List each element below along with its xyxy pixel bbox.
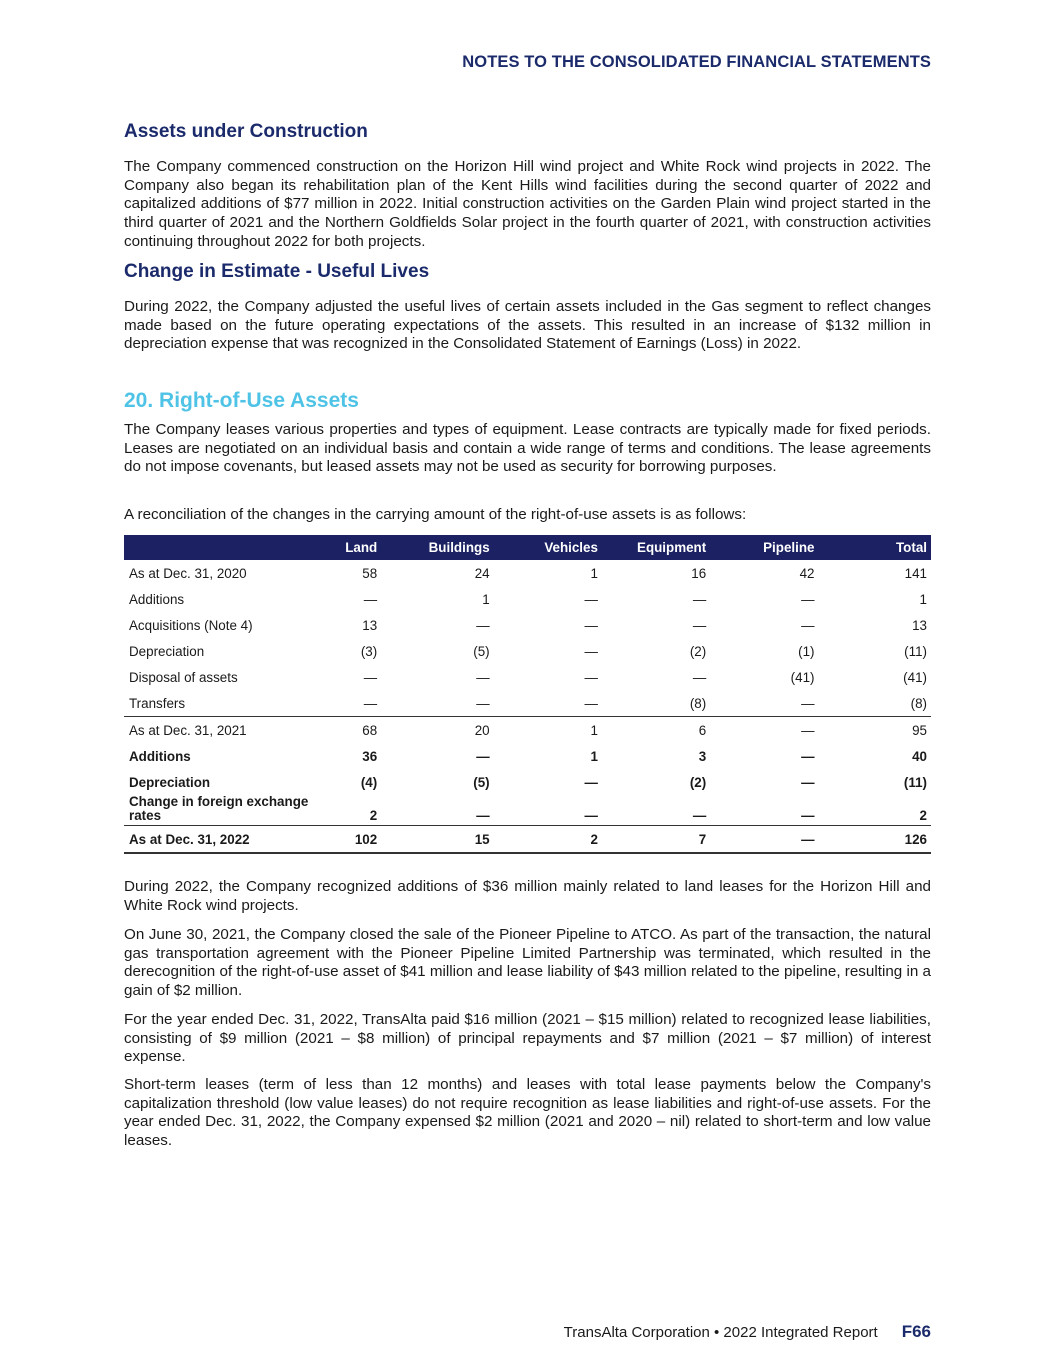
paragraph-short-term-leases: Short-term leases (term of less than 12 months) and leases with total lease payments below the Company's capitalization threshold (low value leases) do not require recognition as lease liabilities and right-of-use assets. For the year ended Dec. 31, 2022, the Company expensed $2 million (2021 and 2020 – nil) related to short-term and low value leases. bbox=[124, 1076, 931, 1150]
cell-total: (11) bbox=[904, 643, 927, 659]
heading-change-in-estimate: Change in Estimate - Useful Lives bbox=[124, 261, 430, 282]
column-header-total: Total bbox=[818, 535, 931, 560]
page-footer bbox=[564, 1322, 931, 1342]
table-row bbox=[124, 769, 931, 795]
cell-land: 58 bbox=[362, 565, 378, 581]
cell-buildings: 20 bbox=[381, 717, 493, 744]
table-row-total bbox=[124, 826, 931, 854]
cell-total: 40 bbox=[912, 748, 927, 764]
cell-equipment: 6 bbox=[602, 717, 710, 744]
cell-vehicles: — bbox=[584, 695, 598, 711]
cell-equipment: — bbox=[692, 669, 707, 685]
cell-land: 2 bbox=[369, 808, 378, 823]
column-header-equipment: Equipment bbox=[602, 535, 710, 560]
table-header-row bbox=[124, 535, 931, 560]
heading-assets-under-construction: Assets under Construction bbox=[124, 121, 368, 142]
cell-pipeline: — bbox=[710, 717, 818, 744]
cell-pipeline: — bbox=[801, 617, 815, 633]
column-header-pipeline: Pipeline bbox=[710, 535, 818, 560]
cell-equipment: 7 bbox=[602, 826, 710, 854]
table-row bbox=[124, 560, 931, 586]
page-number: F66 bbox=[901, 1322, 931, 1341]
table-row-subtotal bbox=[124, 717, 931, 744]
paragraph-pioneer-pipeline: On June 30, 2021, the Company closed the sale of the Pioneer Pipeline to ATCO. As part of the transaction, the natural gas transportation agreement with the Pioneer Pipeline Limited Partnership was terminated, which resulted in the derecognition of the right-of-use asset of $41 million and lease liability of $43 million related to the pipeline, resulting in a gain of $2 million. bbox=[124, 926, 931, 1000]
cell-buildings: 1 bbox=[482, 591, 490, 607]
cell-total: 13 bbox=[912, 617, 927, 633]
cell-total: 1 bbox=[919, 591, 927, 607]
cell-buildings: — bbox=[476, 695, 490, 711]
right-of-use-table bbox=[124, 535, 931, 854]
cell-buildings: 15 bbox=[381, 826, 493, 854]
cell-land: 68 bbox=[321, 717, 381, 744]
cell-buildings: — bbox=[476, 748, 490, 764]
heading-right-of-use-assets: 20. Right-of-Use Assets bbox=[124, 389, 359, 412]
cell-equipment: — bbox=[692, 617, 707, 633]
row-label: As at Dec. 31, 2021 bbox=[124, 717, 321, 744]
cell-vehicles: — bbox=[584, 643, 598, 659]
table-row bbox=[124, 586, 931, 612]
footer-report-name: TransAlta Corporation • 2022 Integrated Report bbox=[563, 1324, 878, 1341]
cell-land: 13 bbox=[362, 617, 378, 633]
row-label: Depreciation bbox=[129, 774, 211, 790]
cell-buildings: 24 bbox=[474, 565, 490, 581]
row-label: Additions bbox=[129, 591, 185, 607]
cell-equipment: (2) bbox=[689, 774, 707, 790]
cell-vehicles: 1 bbox=[590, 748, 598, 764]
cell-pipeline: — bbox=[801, 774, 815, 790]
paragraph-reconciliation-intro: A reconciliation of the changes in the carrying amount of the right-of-use assets is as follows: bbox=[124, 506, 747, 523]
cell-total: (41) bbox=[903, 669, 927, 685]
cell-vehicles: — bbox=[584, 591, 598, 607]
cell-pipeline: — bbox=[710, 826, 818, 854]
cell-buildings: — bbox=[476, 617, 490, 633]
row-label: Change in foreign exchange rates bbox=[129, 794, 309, 823]
table-row bbox=[124, 690, 931, 717]
cell-land: (3) bbox=[360, 643, 378, 659]
row-label: Depreciation bbox=[129, 643, 205, 659]
cell-total: 141 bbox=[904, 565, 927, 581]
cell-land: — bbox=[363, 591, 378, 607]
column-header-vehicles: Vehicles bbox=[494, 535, 602, 560]
cell-total: (11) bbox=[903, 774, 927, 790]
cell-equipment: (2) bbox=[689, 643, 707, 659]
cell-pipeline: — bbox=[801, 808, 815, 823]
cell-land: — bbox=[363, 695, 378, 711]
paragraph-lease-payments: For the year ended Dec. 31, 2022, TransAlta paid $16 million (2021 – $15 million) related to recognized lease liabilities, consisting of $9 million (2021 – $8 million) of principal repayments and $7 million (2021 – $7 million) of interest expense. bbox=[124, 1011, 931, 1066]
cell-vehicles: — bbox=[584, 617, 598, 633]
cell-land: (4) bbox=[360, 774, 378, 790]
cell-total: 2 bbox=[919, 808, 927, 823]
paragraph-change-in-estimate: During 2022, the Company adjusted the useful lives of certain assets included in the Gas segment to reflect changes made based on the future operating expectations of the assets. This resulted in an increase of $132 million in depreciation expense that was recognized in the Consolidated Statement of Earnings (Loss) in 2022. bbox=[124, 298, 931, 353]
table-row bbox=[124, 743, 931, 769]
table-row bbox=[124, 612, 931, 638]
running-header: NOTES TO THE CONSOLIDATED FINANCIAL STATEMENTS bbox=[462, 53, 931, 71]
cell-buildings: (5) bbox=[473, 774, 490, 790]
row-label: Additions bbox=[129, 748, 191, 764]
cell-buildings: (5) bbox=[473, 643, 490, 659]
paragraph-leases-intro: The Company leases various properties and types of equipment. Lease contracts are typically made for fixed periods. Leases are negotiated on an individual basis and contain a wide range of terms and conditions. The lease agreements do not impose covenants, but leased assets may not be used as security for borrowing purposes. bbox=[124, 421, 931, 476]
cell-equipment: (8) bbox=[689, 695, 707, 711]
cell-total: 126 bbox=[818, 826, 931, 854]
cell-land: 102 bbox=[321, 826, 381, 854]
cell-buildings: — bbox=[476, 808, 490, 823]
row-label: As at Dec. 31, 2020 bbox=[129, 565, 247, 581]
cell-pipeline: — bbox=[801, 695, 815, 711]
row-label: Disposal of assets bbox=[129, 669, 238, 685]
table-row bbox=[124, 638, 931, 664]
paragraph-assets-under-construction: The Company commenced construction on the Horizon Hill wind project and White Rock wind projects in 2022. The Company also began its rehabilitation plan of the Kent Hills wind facilities during the second quarter of 2022 and capitalized additions of $77 million in 2022. Initial construction activities on the Garden Plain wind project started in the third quarter of 2021 and the Northern Goldfields Solar project in the fourth quarter of 2021, with construction activities continuing throughout 2022 for both projects. bbox=[124, 158, 931, 250]
cell-total: (8) bbox=[910, 695, 927, 711]
cell-pipeline: (41) bbox=[790, 669, 815, 685]
cell-vehicles: — bbox=[584, 669, 598, 685]
cell-equipment: — bbox=[692, 808, 707, 823]
cell-equipment: 16 bbox=[691, 565, 707, 581]
cell-equipment: — bbox=[692, 591, 707, 607]
row-label: As at Dec. 31, 2022 bbox=[124, 826, 321, 854]
paragraph-additions: During 2022, the Company recognized additions of $36 million mainly related to land leases for the Horizon Hill and White Rock wind projects. bbox=[124, 878, 931, 914]
column-header-buildings: Buildings bbox=[381, 535, 493, 560]
cell-land: — bbox=[363, 669, 378, 685]
cell-pipeline: — bbox=[801, 591, 815, 607]
cell-vehicles: 2 bbox=[494, 826, 602, 854]
cell-vehicles: 1 bbox=[590, 565, 598, 581]
cell-vehicles: — bbox=[584, 808, 598, 823]
cell-vehicles: — bbox=[584, 774, 598, 790]
cell-pipeline: — bbox=[801, 748, 815, 764]
table-row bbox=[124, 664, 931, 690]
row-label: Transfers bbox=[129, 695, 186, 711]
cell-total: 95 bbox=[818, 717, 931, 744]
cell-land: 36 bbox=[362, 748, 378, 764]
row-label: Acquisitions (Note 4) bbox=[129, 617, 253, 633]
cell-pipeline: (1) bbox=[798, 643, 815, 659]
cell-pipeline: 42 bbox=[799, 565, 815, 581]
column-header-land: Land bbox=[321, 535, 381, 560]
cell-buildings: — bbox=[476, 669, 490, 685]
cell-equipment: 3 bbox=[698, 748, 707, 764]
cell-vehicles: 1 bbox=[494, 717, 602, 744]
table-row bbox=[124, 795, 931, 826]
column-header-label bbox=[124, 535, 321, 560]
